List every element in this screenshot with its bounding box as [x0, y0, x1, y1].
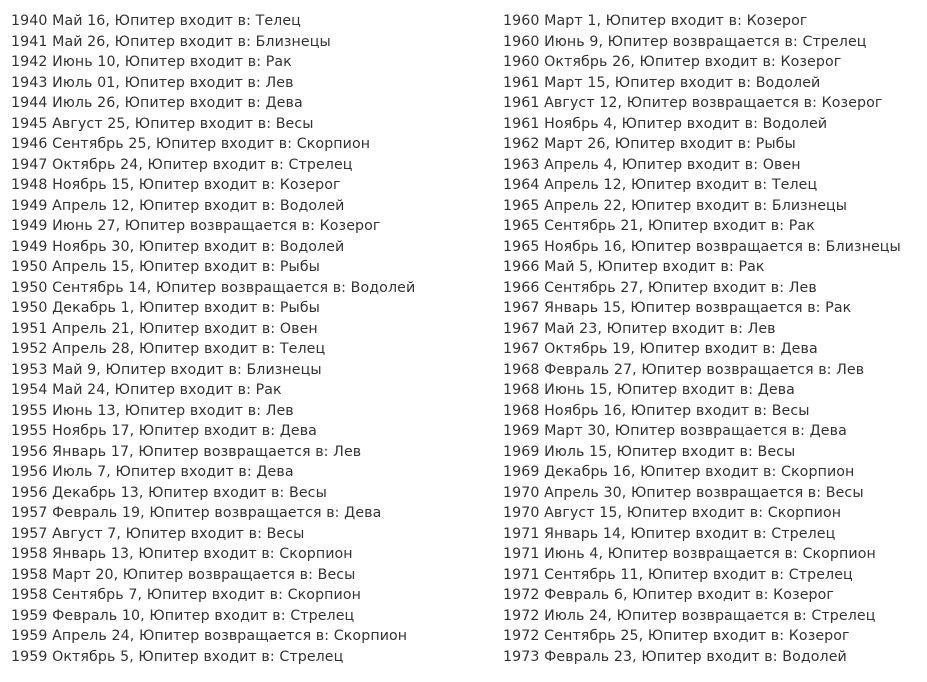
transit-entry: 1958 Март 20, Юпитер возвращается в: Весы	[11, 566, 356, 583]
transit-entry: 1954 Май 24, Юпитер входит в: Рак	[11, 382, 282, 398]
transit-entry: 1948 Ноябрь 15, Юпитер входит в: Козерог	[11, 177, 341, 193]
transit-entry: 1945 Август 25, Юпитер входит в: Весы	[11, 115, 314, 132]
transit-entry: 1959 Октябрь 5, Юпитер входит в: Стрелец	[11, 648, 344, 665]
transit-entry: 1958 Сентябрь 7, Юпитер входит в: Скорпион	[11, 587, 362, 603]
transit-entry: 1966 Сентябрь 27, Юпитер входит в: Лев	[503, 279, 817, 296]
transit-entry: 1959 Февраль 10, Юпитер входит в: Стрелец	[11, 607, 355, 624]
transit-entry: 1964 Апрель 12, Юпитер входит в: Телец	[503, 177, 818, 193]
transit-entry: 1949 Ноябрь 30, Юпитер входит в: Водолей	[11, 238, 345, 255]
transit-entry: 1965 Сентябрь 21, Юпитер входит в: Рак	[503, 218, 815, 234]
transit-entry: 1970 Апрель 30, Юпитер возвращается в: Весы	[503, 484, 864, 501]
transit-entry: 1969 Июль 15, Юпитер входит в: Весы	[503, 443, 796, 460]
transit-entry: 1950 Сентябрь 14, Юпитер возвращается в: Водолей	[11, 279, 416, 296]
transit-entry: 1943 Июль 01, Юпитер входит в: Лев	[11, 74, 294, 91]
transit-entry: 1969 Декабрь 16, Юпитер входит в: Скорпион	[503, 464, 855, 480]
transit-entry: 1950 Апрель 15, Юпитер входит в: Рыбы	[11, 259, 320, 275]
transit-entry: 1968 Июнь 15, Юпитер входит в: Дева	[503, 382, 795, 398]
transit-entry: 1967 Май 23, Юпитер входит в: Лев	[503, 320, 776, 337]
jupiter-transits-list	[11, 11, 923, 667]
transit-entry: 1956 Июль 7, Юпитер входит в: Дева	[11, 464, 294, 480]
transit-entry: 1956 Декабрь 13, Юпитер входит в: Весы	[11, 484, 327, 501]
transit-entry: 1963 Апрель 4, Юпитер входит в: Овен	[503, 156, 801, 173]
transit-entry: 1946 Сентябрь 25, Юпитер входит в: Скорпион	[11, 136, 371, 152]
transit-entry: 1950 Декабрь 1, Юпитер входит в: Рыбы	[11, 300, 320, 316]
transit-entry: 1962 Март 26, Юпитер входит в: Рыбы	[503, 136, 796, 152]
transit-entry: 1973 Февраль 23, Юпитер входит в: Водолей	[503, 648, 847, 665]
transit-entry: 1957 Февраль 19, Юпитер возвращается в: Дева	[11, 505, 382, 521]
transit-entry: 1955 Июнь 13, Юпитер входит в: Лев	[11, 402, 294, 419]
transit-entry: 1968 Февраль 27, Юпитер возвращается в: Лев	[503, 361, 865, 378]
transit-entry: 1970 Август 15, Юпитер входит в: Скорпион	[503, 505, 842, 521]
transit-entry: 1960 Октябрь 26, Юпитер входит в: Козерог	[503, 54, 842, 70]
transit-entry: 1971 Июнь 4, Юпитер возвращается в: Скорпион	[503, 546, 876, 562]
transit-entry: 1972 Июль 24, Юпитер возвращается в: Стрелец	[503, 607, 876, 624]
transit-entry: 1960 Март 1, Юпитер входит в: Козерог	[503, 13, 808, 29]
transit-entry: 1972 Февраль 6, Юпитер входит в: Козерог	[503, 587, 834, 603]
transit-entry: 1961 Август 12, Юпитер возвращается в: Козерог	[503, 95, 883, 111]
transit-entry: 1944 Июль 26, Юпитер входит в: Дева	[11, 95, 303, 111]
transit-entry: 1968 Ноябрь 16, Юпитер входит в: Весы	[503, 402, 810, 419]
transit-entry: 1972 Сентябрь 25, Юпитер входит в: Козерог	[503, 628, 850, 644]
transit-entry: 1951 Апрель 21, Юпитер входит в: Овен	[11, 320, 318, 337]
transit-entry: 1960 Июнь 9, Юпитер возвращается в: Стрелец	[503, 33, 867, 50]
transit-entry: 1942 Июнь 10, Юпитер входит в: Рак	[11, 54, 292, 70]
transit-entry: 1952 Апрель 28, Юпитер входит в: Телец	[11, 341, 326, 357]
transit-entry: 1966 Май 5, Юпитер входит в: Рак	[503, 259, 765, 275]
transit-entry: 1955 Ноябрь 17, Юпитер входит в: Дева	[11, 423, 317, 439]
transit-entry: 1953 Май 9, Юпитер входит в: Близнецы	[11, 361, 322, 378]
transit-entry: 1969 Март 30, Юпитер возвращается в: Дева	[503, 423, 847, 439]
transit-entry: 1949 Июнь 27, Юпитер возвращается в: Козерог	[11, 218, 381, 234]
transit-entry: 1958 Январь 13, Юпитер входит в: Скорпион	[11, 546, 353, 562]
transit-entry: 1971 Январь 14, Юпитер входит в: Стрелец	[503, 525, 836, 542]
right-column	[503, 11, 923, 667]
transit-entry: 1965 Ноябрь 16, Юпитер возвращается в: Близнецы	[503, 238, 901, 255]
transit-entry: 1959 Апрель 24, Юпитер возвращается в: Скорпион	[11, 628, 408, 644]
transit-entry: 1949 Апрель 12, Юпитер входит в: Водолей	[11, 197, 345, 214]
transit-entry: 1957 Август 7, Юпитер входит в: Весы	[11, 525, 305, 542]
transit-entry: 1967 Январь 15, Юпитер возвращается в: Рак	[503, 300, 852, 316]
transit-entry: 1956 Январь 17, Юпитер возвращается в: Лев	[11, 443, 362, 460]
transit-entry: 1971 Сентябрь 11, Юпитер входит в: Стрелец	[503, 566, 853, 583]
transit-entry: 1940 Май 16, Юпитер входит в: Телец	[11, 13, 301, 29]
transit-entry: 1941 Май 26, Юпитер входит в: Близнецы	[11, 33, 331, 50]
transit-entry: 1965 Апрель 22, Юпитер входит в: Близнецы	[503, 197, 848, 214]
transit-entry: 1967 Октябрь 19, Юпитер входит в: Дева	[503, 341, 818, 357]
transit-entry: 1947 Октябрь 24, Юпитер входит в: Стрелец	[11, 156, 353, 173]
transit-entry: 1961 Март 15, Юпитер входит в: Водолей	[503, 74, 821, 91]
left-column	[11, 11, 503, 667]
transit-entry: 1961 Ноябрь 4, Юпитер входит в: Водолей	[503, 115, 828, 132]
